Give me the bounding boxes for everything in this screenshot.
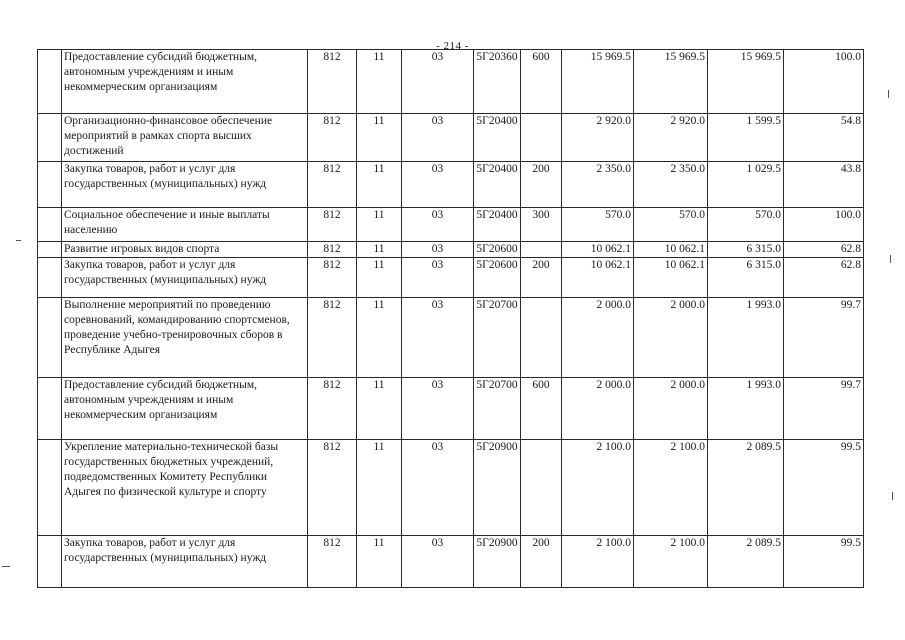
item-name-cell: Социальное обеспечение и иные выплаты населению — [62, 208, 308, 242]
article-cell: 5Г20900 — [474, 536, 521, 588]
margin-mark — [2, 566, 10, 567]
table-row — [38, 242, 864, 258]
article-cell: 5Г20600 — [474, 242, 521, 258]
section-cell: 11 — [357, 208, 402, 242]
subsection-cell: 03 — [402, 114, 474, 162]
plan-amount-cell: 10 062.1 — [562, 258, 634, 298]
table-row — [38, 440, 864, 536]
expense-type-cell — [521, 242, 562, 258]
table-row — [38, 50, 864, 114]
table-row — [38, 114, 864, 162]
margin-cell — [38, 258, 62, 298]
plan-amount-cell: 2 350.0 — [562, 162, 634, 208]
table-row — [38, 378, 864, 440]
expense-type-cell — [521, 114, 562, 162]
expense-type-cell: 200 — [521, 258, 562, 298]
expense-type-cell: 200 — [521, 536, 562, 588]
actual-amount-cell: 1 599.5 — [708, 114, 784, 162]
subsection-cell: 03 — [402, 258, 474, 298]
article-cell: 5Г20900 — [474, 440, 521, 536]
actual-amount-cell: 570.0 — [708, 208, 784, 242]
subsection-cell: 03 — [402, 298, 474, 378]
ministry-cell: 812 — [308, 440, 357, 536]
section-cell: 11 — [357, 258, 402, 298]
subsection-cell: 03 — [402, 50, 474, 114]
expense-type-cell: 600 — [521, 50, 562, 114]
item-name-cell: Закупка товаров, работ и услуг для государственных (муниципальных) нужд — [62, 162, 308, 208]
margin-cell — [38, 208, 62, 242]
ministry-cell: 812 — [308, 258, 357, 298]
ministry-cell: 812 — [308, 162, 357, 208]
refined-plan-cell: 10 062.1 — [634, 258, 708, 298]
actual-amount-cell: 2 089.5 — [708, 440, 784, 536]
refined-plan-cell: 2 000.0 — [634, 378, 708, 440]
margin-mark — [16, 240, 21, 241]
actual-amount-cell: 1 993.0 — [708, 378, 784, 440]
plan-amount-cell: 2 000.0 — [562, 298, 634, 378]
ministry-cell: 812 — [308, 298, 357, 378]
plan-amount-cell: 15 969.5 — [562, 50, 634, 114]
expense-type-cell: 300 — [521, 208, 562, 242]
item-name-cell: Выполнение мероприятий по проведению соревнований, командированию спортсменов, проведение учебно-тренировочных сборов в Республике Адыгея — [62, 298, 308, 378]
margin-mark — [890, 255, 891, 263]
subsection-cell: 03 — [402, 162, 474, 208]
article-cell: 5Г20700 — [474, 378, 521, 440]
refined-plan-cell: 2 920.0 — [634, 114, 708, 162]
section-cell: 11 — [357, 378, 402, 440]
percent-cell: 62.8 — [784, 242, 864, 258]
item-name-cell: Развитие игровых видов спорта — [62, 242, 308, 258]
margin-cell — [38, 536, 62, 588]
subsection-cell: 03 — [402, 536, 474, 588]
percent-cell: 43.8 — [784, 162, 864, 208]
margin-cell — [38, 440, 62, 536]
refined-plan-cell: 2 000.0 — [634, 298, 708, 378]
actual-amount-cell: 6 315.0 — [708, 242, 784, 258]
article-cell: 5Г20400 — [474, 208, 521, 242]
section-cell: 11 — [357, 242, 402, 258]
item-name-cell: Организационно-финансовое обеспечение мероприятий в рамках спорта высших достижений — [62, 114, 308, 162]
subsection-cell: 03 — [402, 440, 474, 536]
article-cell: 5Г20400 — [474, 162, 521, 208]
plan-amount-cell: 570.0 — [562, 208, 634, 242]
margin-mark — [892, 492, 893, 500]
article-cell: 5Г20360 — [474, 50, 521, 114]
item-name-cell: Укрепление материально-технической базы государственных бюджетных учреждений, подведомственных Комитету Республики Адыгея по физической культуре и спорту — [62, 440, 308, 536]
margin-cell — [38, 114, 62, 162]
ministry-cell: 812 — [308, 242, 357, 258]
percent-cell: 62.8 — [784, 258, 864, 298]
percent-cell: 99.7 — [784, 298, 864, 378]
expense-type-cell: 200 — [521, 162, 562, 208]
margin-cell — [38, 242, 62, 258]
margin-mark — [888, 90, 889, 98]
plan-amount-cell: 2 920.0 — [562, 114, 634, 162]
plan-amount-cell: 10 062.1 — [562, 242, 634, 258]
table-row — [38, 208, 864, 242]
item-name-cell: Закупка товаров, работ и услуг для государственных (муниципальных) нужд — [62, 258, 308, 298]
subsection-cell: 03 — [402, 378, 474, 440]
percent-cell: 99.7 — [784, 378, 864, 440]
margin-cell — [38, 162, 62, 208]
section-cell: 11 — [357, 440, 402, 536]
subsection-cell: 03 — [402, 242, 474, 258]
ministry-cell: 812 — [308, 378, 357, 440]
refined-plan-cell: 2 350.0 — [634, 162, 708, 208]
article-cell: 5Г20600 — [474, 258, 521, 298]
plan-amount-cell: 2 100.0 — [562, 536, 634, 588]
ministry-cell: 812 — [308, 114, 357, 162]
ministry-cell: 812 — [308, 536, 357, 588]
table-row — [38, 258, 864, 298]
actual-amount-cell: 2 089.5 — [708, 536, 784, 588]
table-row — [38, 162, 864, 208]
plan-amount-cell: 2 000.0 — [562, 378, 634, 440]
margin-cell — [38, 50, 62, 114]
refined-plan-cell: 15 969.5 — [634, 50, 708, 114]
budget-table — [37, 49, 864, 588]
article-cell: 5Г20400 — [474, 114, 521, 162]
refined-plan-cell: 2 100.0 — [634, 440, 708, 536]
page-number: - 214 - — [436, 40, 469, 52]
refined-plan-cell: 10 062.1 — [634, 242, 708, 258]
plan-amount-cell: 2 100.0 — [562, 440, 634, 536]
section-cell: 11 — [357, 114, 402, 162]
margin-cell — [38, 298, 62, 378]
item-name-cell: Закупка товаров, работ и услуг для государственных (муниципальных) нужд — [62, 536, 308, 588]
percent-cell: 54.8 — [784, 114, 864, 162]
refined-plan-cell: 2 100.0 — [634, 536, 708, 588]
section-cell: 11 — [357, 50, 402, 114]
ministry-cell: 812 — [308, 50, 357, 114]
percent-cell: 99.5 — [784, 440, 864, 536]
expense-type-cell — [521, 298, 562, 378]
margin-cell — [38, 378, 62, 440]
item-name-cell: Предоставление субсидий бюджетным, автономным учреждениям и иным некоммерческим организациям — [62, 378, 308, 440]
actual-amount-cell: 1 029.5 — [708, 162, 784, 208]
subsection-cell: 03 — [402, 208, 474, 242]
item-name-cell: Предоставление субсидий бюджетным, автономным учреждениям и иным некоммерческим организациям — [62, 50, 308, 114]
table-row — [38, 298, 864, 378]
article-cell: 5Г20700 — [474, 298, 521, 378]
section-cell: 11 — [357, 536, 402, 588]
ministry-cell: 812 — [308, 208, 357, 242]
actual-amount-cell: 1 993.0 — [708, 298, 784, 378]
expense-type-cell — [521, 440, 562, 536]
table-row — [38, 536, 864, 588]
expense-type-cell: 600 — [521, 378, 562, 440]
refined-plan-cell: 570.0 — [634, 208, 708, 242]
percent-cell: 100.0 — [784, 208, 864, 242]
actual-amount-cell: 15 969.5 — [708, 50, 784, 114]
actual-amount-cell: 6 315.0 — [708, 258, 784, 298]
section-cell: 11 — [357, 162, 402, 208]
percent-cell: 99.5 — [784, 536, 864, 588]
percent-cell: 100.0 — [784, 50, 864, 114]
section-cell: 11 — [357, 298, 402, 378]
